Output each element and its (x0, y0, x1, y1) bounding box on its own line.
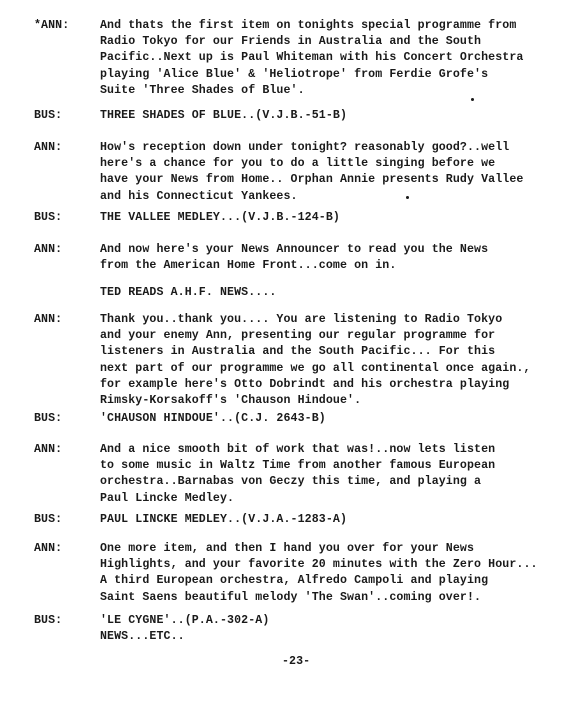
dialogue-line: listeners in Australia and the South Pacific... For this (100, 345, 496, 359)
dialogue-line: have your News from Home.. Orphan Annie presents Rudy Vallee (100, 173, 524, 187)
dialogue-line: playing 'Alice Blue' & 'Heliotrope' from Ferdie Grofe's (100, 67, 489, 81)
dialogue-line: Suite 'Three Shades of Blue'. (100, 83, 305, 97)
dialogue-text (100, 411, 570, 427)
dialogue-line: Thank you..thank you.... You are listening to Radio Tokyo (100, 313, 503, 326)
dialogue-line: and your enemy Ann, presenting our regular programme for (100, 329, 496, 343)
dialogue-line: next part of our programme we go all continental once again., (100, 361, 531, 375)
speaker-label: BUS: (34, 211, 63, 224)
dialogue-text (100, 242, 570, 274)
speaker-label: BUS: (34, 109, 63, 122)
dialogue-line: How's reception down under tonight? reasonably good?..well (100, 141, 510, 154)
dialogue-line: TED READS A.H.F. NEWS.... (100, 286, 277, 299)
dialogue-line: One more item, and then I hand you over for your News (100, 542, 475, 555)
dialogue-line: orchestra..Barnabas von Geczy this time, and playing a (100, 475, 482, 489)
speaker-label: BUS: (34, 513, 63, 526)
dialogue-line: from the American Home Front...come on in. (100, 259, 397, 273)
dialogue-line: Rimsky-Korsakoff's 'Chauson Hindoue'. (100, 393, 362, 407)
dialogue-text (100, 442, 570, 507)
dialogue-line: for example here's Otto Dobrindt and his orchestra playing (100, 377, 510, 391)
dialogue-line: Radio Tokyo for our Friends in Australia and the South (100, 35, 482, 49)
speaker-label: ANN: (34, 443, 63, 456)
dialogue-text (100, 108, 570, 124)
dialogue-text (100, 140, 570, 205)
dialogue-text (100, 210, 570, 226)
speaker-label: ANN: (34, 542, 63, 555)
dialogue-line: A third European orchestra, Alfredo Campoli and playing (100, 574, 489, 588)
dialogue-line: to some music in Waltz Time from another famous European (100, 459, 496, 473)
dialogue-text (100, 312, 570, 409)
dialogue-line: And thats the first item on tonights special programme from (100, 19, 517, 32)
dialogue-line: And a nice smooth bit of work that was!..now lets listen (100, 443, 496, 456)
speaker-label: *ANN: (34, 19, 70, 32)
speaker-label: BUS: (34, 412, 63, 425)
dialogue-line: NEWS...ETC.. (100, 630, 185, 644)
dialogue-line: THE VALLEE MEDLEY...(V.J.B.-124-B) (100, 211, 340, 224)
dialogue-text (100, 541, 570, 606)
dialogue-line: and his Connecticut Yankees. (100, 189, 298, 203)
speaker-label: ANN: (34, 141, 63, 154)
dialogue-line: Pacific..Next up is Paul Whiteman with his Concert Orchestra (100, 51, 524, 65)
dialogue-line: 'LE CYGNE'..(P.A.-302-A) (100, 614, 270, 627)
dialogue-text (100, 613, 570, 645)
ink-speck (406, 196, 409, 199)
dialogue-line: THREE SHADES OF BLUE..(V.J.B.-51-B) (100, 109, 348, 122)
ink-speck (471, 98, 474, 101)
speaker-label: ANN: (34, 313, 63, 326)
speaker-label: ANN: (34, 243, 63, 256)
dialogue-text (100, 285, 570, 301)
dialogue-line: 'CHAUSON HINDOUE'..(C.J. 2643-B) (100, 412, 326, 425)
dialogue-text (100, 18, 570, 99)
page-number: -23- (282, 655, 311, 668)
dialogue-line: here's a chance for you to do a little singing before we (100, 157, 496, 171)
dialogue-line: Highlights, and your favorite 20 minutes with the Zero Hour... (100, 558, 538, 572)
dialogue-line: Paul Lincke Medley. (100, 491, 235, 505)
dialogue-line: And now here's your News Announcer to read you the News (100, 243, 489, 256)
dialogue-text (100, 512, 570, 528)
dialogue-line: Saint Saens beautiful melody 'The Swan'..coming over!. (100, 590, 482, 604)
speaker-label: BUS: (34, 614, 63, 627)
dialogue-line: PAUL LINCKE MEDLEY..(V.J.A.-1283-A) (100, 513, 348, 526)
